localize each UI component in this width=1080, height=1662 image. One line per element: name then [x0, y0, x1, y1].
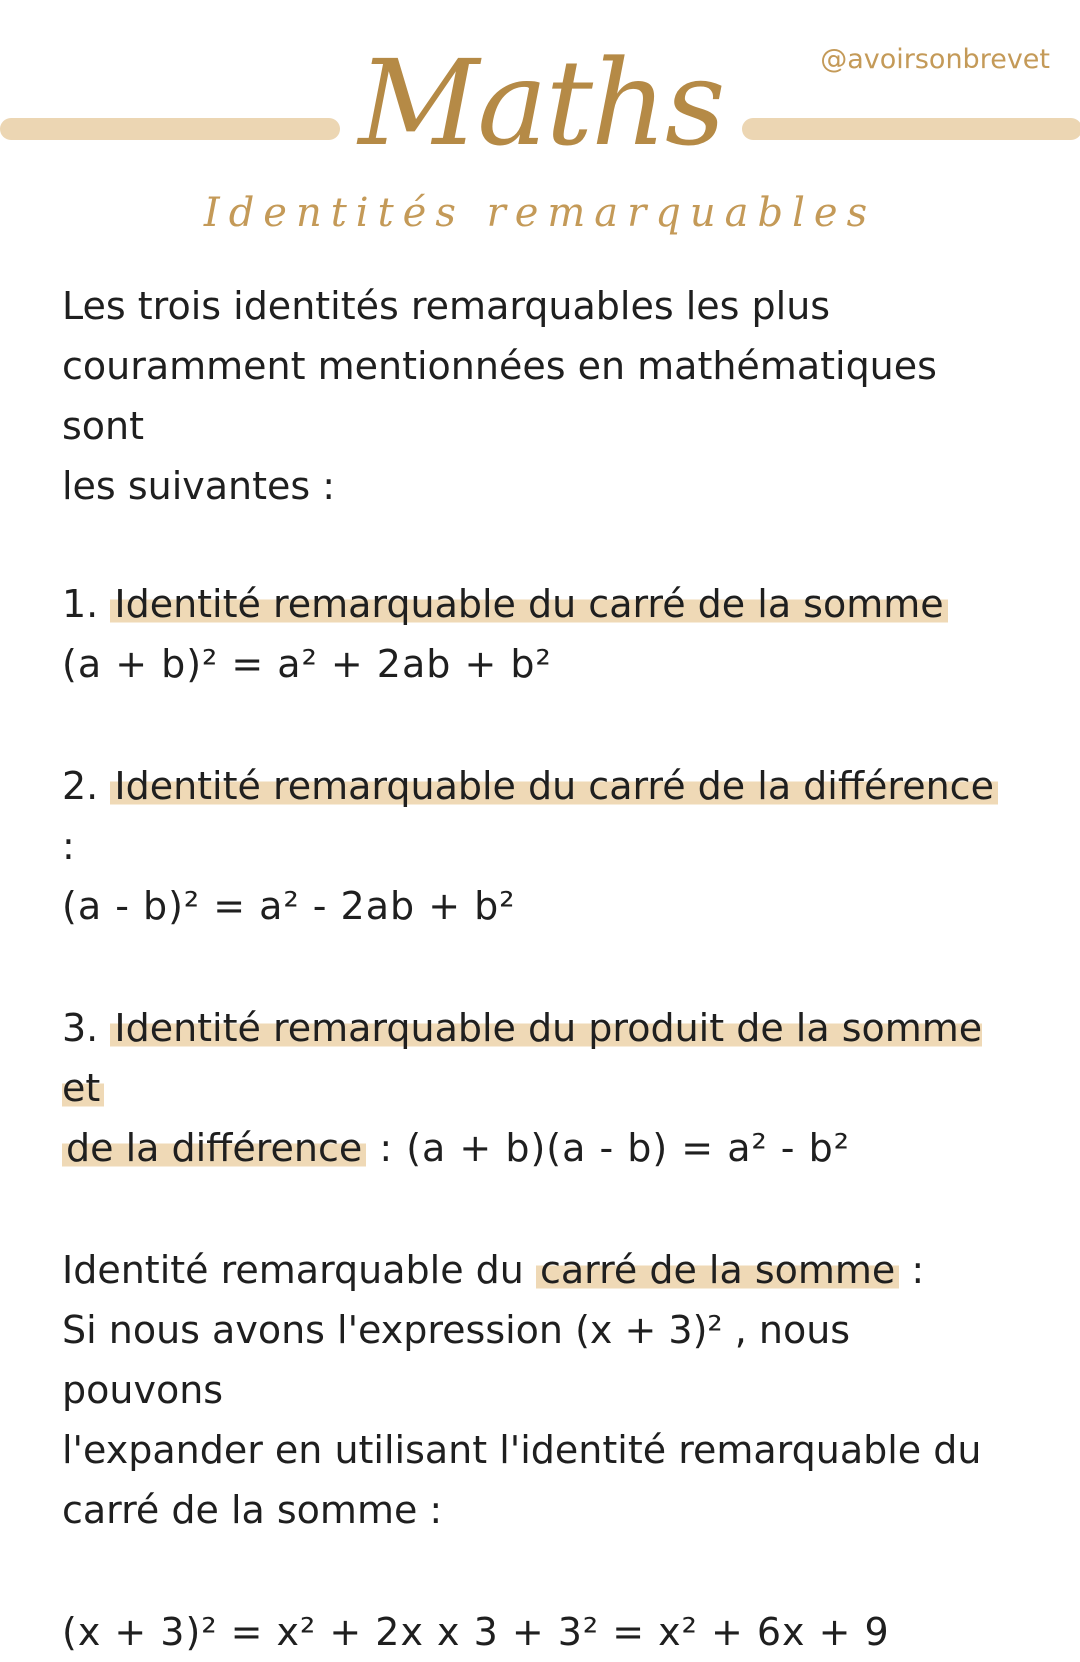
identity-3-formula: : (a + b)(a - b) = a² - b²: [366, 1126, 850, 1170]
identity-3-heading: [62, 998, 1022, 1118]
example-lead-suffix: :: [899, 1248, 925, 1292]
example-lead: Identité remarquable du: [62, 1248, 536, 1292]
identity-3-title-line-2: de la différence: [62, 1126, 366, 1170]
identity-2-number: 2.: [62, 764, 99, 808]
identity-2-heading: [62, 756, 1022, 876]
identity-2-title: Identité remarquable du carré de la différence: [110, 764, 998, 808]
identity-1-formula: (a + b)² = a² + 2ab + b²: [62, 642, 552, 686]
example-line-4: carré de la somme :: [62, 1488, 443, 1532]
spacer: [62, 936, 1022, 998]
page-title: Maths: [358, 34, 724, 172]
intro-line-1: Les trois identités remarquables les plus: [62, 284, 831, 328]
content: [62, 276, 1022, 1662]
identity-3-title-line-1: Identité remarquable du produit de la somme et: [62, 1006, 983, 1110]
identity-2-suffix: :: [62, 824, 75, 868]
page-subtitle: Identités remarquables: [203, 190, 877, 236]
identity-1-title: Identité remarquable du carré de la somme: [110, 582, 947, 626]
author-handle: @avoirsonbrevet: [820, 44, 1050, 75]
example-highlight: carré de la somme: [536, 1248, 899, 1292]
identity-2-formula: (a - b)² = a² - 2ab + b²: [62, 884, 516, 928]
example-heading: [62, 1240, 1022, 1300]
example-line-3: l'expander en utilisant l'identité remarquable du: [62, 1428, 982, 1472]
example-formula: (x + 3)² = x² + 2x x 3 + 3² = x² + 6x + 9: [62, 1610, 890, 1654]
spacer: [62, 1178, 1022, 1240]
identity-3: [62, 998, 1022, 1178]
identity-2: [62, 756, 1022, 936]
example: [62, 1240, 1022, 1540]
intro-line-3: les suivantes :: [62, 464, 336, 508]
header-rule-left: [0, 118, 340, 140]
identity-1-heading: [62, 574, 1022, 634]
identity-3-line-2: [62, 1118, 1022, 1178]
spacer: [62, 1540, 1022, 1602]
intro-line-2: couramment mentionnées en mathématiques sont: [62, 344, 937, 448]
spacer: [62, 516, 1022, 574]
header-rule-right: [742, 118, 1080, 140]
identity-1-number: 1.: [62, 582, 99, 626]
spacer: [62, 694, 1022, 756]
identity-1: [62, 574, 1022, 694]
identity-3-number: 3.: [62, 1006, 99, 1050]
example-line-2: Si nous avons l'expression (x + 3)² , nous pouvons: [62, 1308, 851, 1412]
